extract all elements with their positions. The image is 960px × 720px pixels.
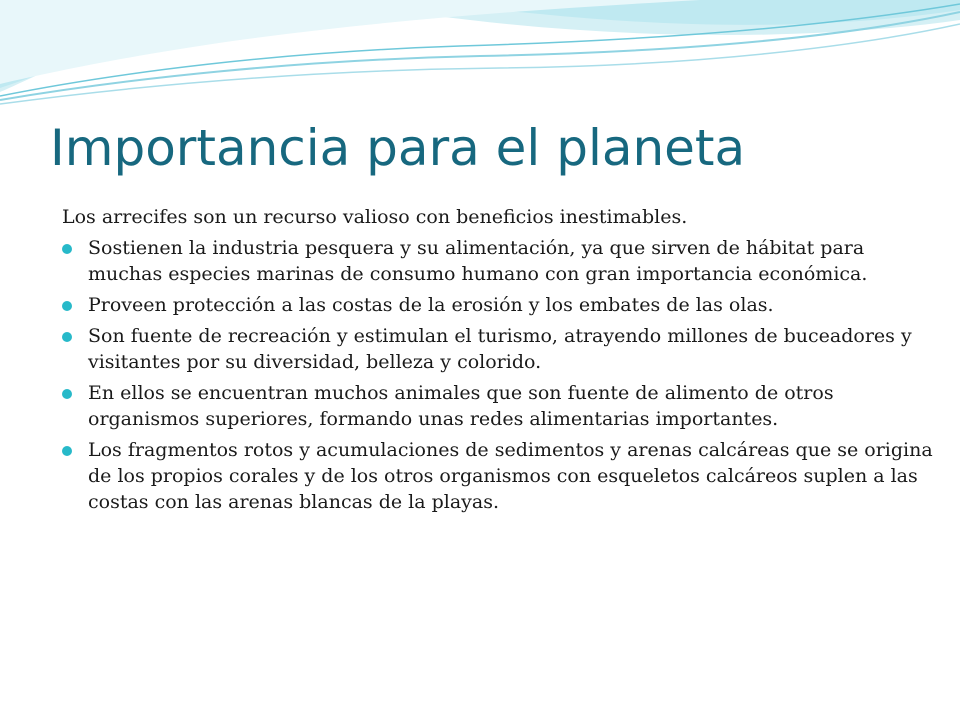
bullet-icon bbox=[62, 244, 72, 254]
bullet-item bbox=[62, 235, 934, 287]
bullet-icon bbox=[62, 389, 72, 399]
wave-decoration bbox=[0, 0, 960, 120]
bullet-item bbox=[62, 380, 934, 432]
bullet-text: Sostienen la industria pesquera y su alimentación, ya que sirven de hábitat para muchas especies marinas de consumo humano con gran importancia económica. bbox=[88, 237, 868, 285]
bullet-item bbox=[62, 323, 934, 375]
bullet-list bbox=[62, 235, 934, 515]
bullet-item bbox=[62, 292, 934, 318]
bullet-text: Los fragmentos rotos y acumulaciones de sedimentos y arenas calcáreas que se origina de los propios corales y de los otros organismos con esqueletos calcáreos suplen a las costas con las arenas blancas de la playas. bbox=[88, 439, 933, 513]
bullet-item bbox=[62, 437, 934, 515]
slide-title: Importancia para el planeta bbox=[50, 119, 746, 177]
bullet-icon bbox=[62, 301, 72, 311]
bullet-icon bbox=[62, 332, 72, 342]
bullet-text: Proveen protección a las costas de la erosión y los embates de las olas. bbox=[88, 294, 774, 316]
bullet-text: En ellos se encuentran muchos animales que son fuente de alimento de otros organismos superiores, formando unas redes alimentarias importantes. bbox=[88, 382, 834, 430]
bullet-text: Son fuente de recreación y estimulan el turismo, atrayendo millones de buceadores y visitantes por su diversidad, belleza y colorido. bbox=[88, 325, 912, 373]
bullet-icon bbox=[62, 446, 72, 456]
slide-content bbox=[62, 204, 934, 520]
intro-text: Los arrecifes son un recurso valioso con beneficios inestimables. bbox=[62, 206, 688, 228]
